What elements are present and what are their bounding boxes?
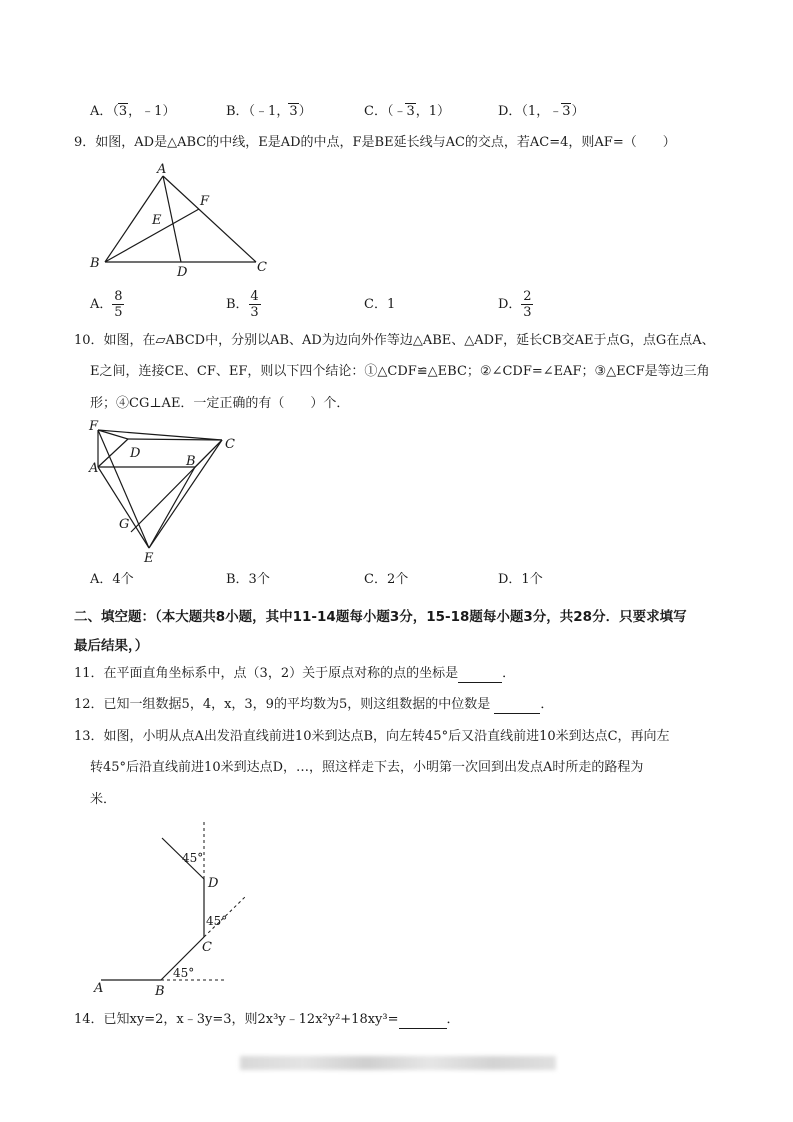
blurred-footer-watermark (240, 1056, 556, 1070)
q8-option-a: A．（3，﹣1） (90, 104, 176, 119)
q10-option-c: C．2个 (364, 572, 409, 587)
section-2-heading-line-2: 最后结果，） (74, 638, 149, 654)
q13-label-c: C (202, 940, 212, 955)
q13-line-2: 转45°后沿直线前进10米到达点D，…，照这样走下去，小明第一次回到出发点A时所走的路程为 (90, 760, 644, 775)
q13-angle-b: 45° (173, 966, 195, 980)
q8-option-c: C．（﹣3，1） (364, 104, 451, 119)
q14-answer-blank (399, 1012, 447, 1029)
fraction: $\frac{8}{5}$ (114, 289, 123, 320)
q10-label-c: C (225, 437, 235, 452)
fraction: $\frac{4}{3}$ (250, 289, 259, 320)
q9-option-c: C．1 (364, 297, 396, 312)
q10-line-2: E之间，连接CE、CF、EF，则以下四个结论：①△CDF≌△EBC；②∠CDF=∠EAF；③△ECF是等边三角 (90, 364, 710, 379)
q10-line-1: 10．如图，在▱ABCD中，分别以AB、AD为边向外作等边△ABE、△ADF，延长CB交AE于点G，点G在点A、 (74, 333, 715, 348)
q9-option-b: B． $\frac{4}{3}$ (226, 289, 259, 320)
sqrt-radicand: 3 (289, 104, 298, 119)
q13-label-a: A (94, 981, 104, 996)
section-2-heading-line-1: 二、填空题：（本大题共8小题，其中11-14题每小题3分，15-18题每小题3分，共28分．只要求填写 (74, 609, 687, 625)
fraction: $\frac{2}{3}$ (523, 289, 532, 320)
q9-label-e: E (152, 213, 162, 228)
q9-question-text: 9．如图，AD是△ABC的中线，E是AD的中点，F是BE延长线与AC的交点，若AC=4，则AF=（ ） (74, 135, 676, 150)
q9-option-a: A． $\frac{8}{5}$ (90, 289, 123, 320)
q13-label-d: D (208, 876, 219, 891)
q10-option-d: D．1个 (498, 572, 543, 587)
q9-option-d: D． $\frac{2}{3}$ (498, 289, 532, 320)
q10-option-a: A．4个 (90, 572, 134, 587)
q9-label-b: B (90, 256, 100, 271)
q14-question: 14．已知xy=2，x﹣3y=3，则2x³y﹣12x²y²+18xy³= ． (74, 1012, 460, 1027)
q13-line-1: 13．如图，小明从点A出发沿直线前进10米到达点B，向左转45°后又沿直线前进10米到达点C，再向左 (74, 729, 670, 744)
q10-label-g: G (119, 517, 130, 532)
q13-angle-d: 45° (182, 851, 204, 865)
sqrt-radicand: 3 (406, 104, 415, 119)
q9-label-c: C (257, 260, 267, 275)
sqrt-radicand: 3 (562, 104, 571, 119)
q12-question: 12．已知一组数据5，4，x，3，9的平均数为5，则这组数据的中位数是 ． (74, 697, 554, 712)
q9-label-a: A (157, 162, 167, 177)
q10-label-d: D (130, 446, 141, 461)
q13-line-3: 米． (90, 792, 117, 807)
q10-label-f: F (89, 419, 99, 434)
q9-label-f: F (200, 194, 210, 209)
q10-label-a: A (89, 461, 99, 476)
q8-option-b: B．（﹣1，3） (226, 104, 312, 119)
q9-label-d: D (177, 265, 188, 280)
q8-option-d: D．（1，﹣3） (498, 104, 585, 119)
q11-question: 11．在平面直角坐标系中，点（3，2）关于原点对称的点的坐标是 ． (74, 666, 516, 681)
q13-angle-c: 45° (206, 914, 228, 928)
q10-label-b: B (186, 454, 196, 469)
q13-label-b: B (155, 984, 165, 999)
q10-option-b: B．3个 (226, 572, 270, 587)
q10-line-3: 形；④CG⊥AE．一定正确的有（ ）个． (90, 396, 350, 411)
sqrt-radicand: 3 (118, 104, 128, 119)
q10-label-e: E (144, 551, 154, 566)
